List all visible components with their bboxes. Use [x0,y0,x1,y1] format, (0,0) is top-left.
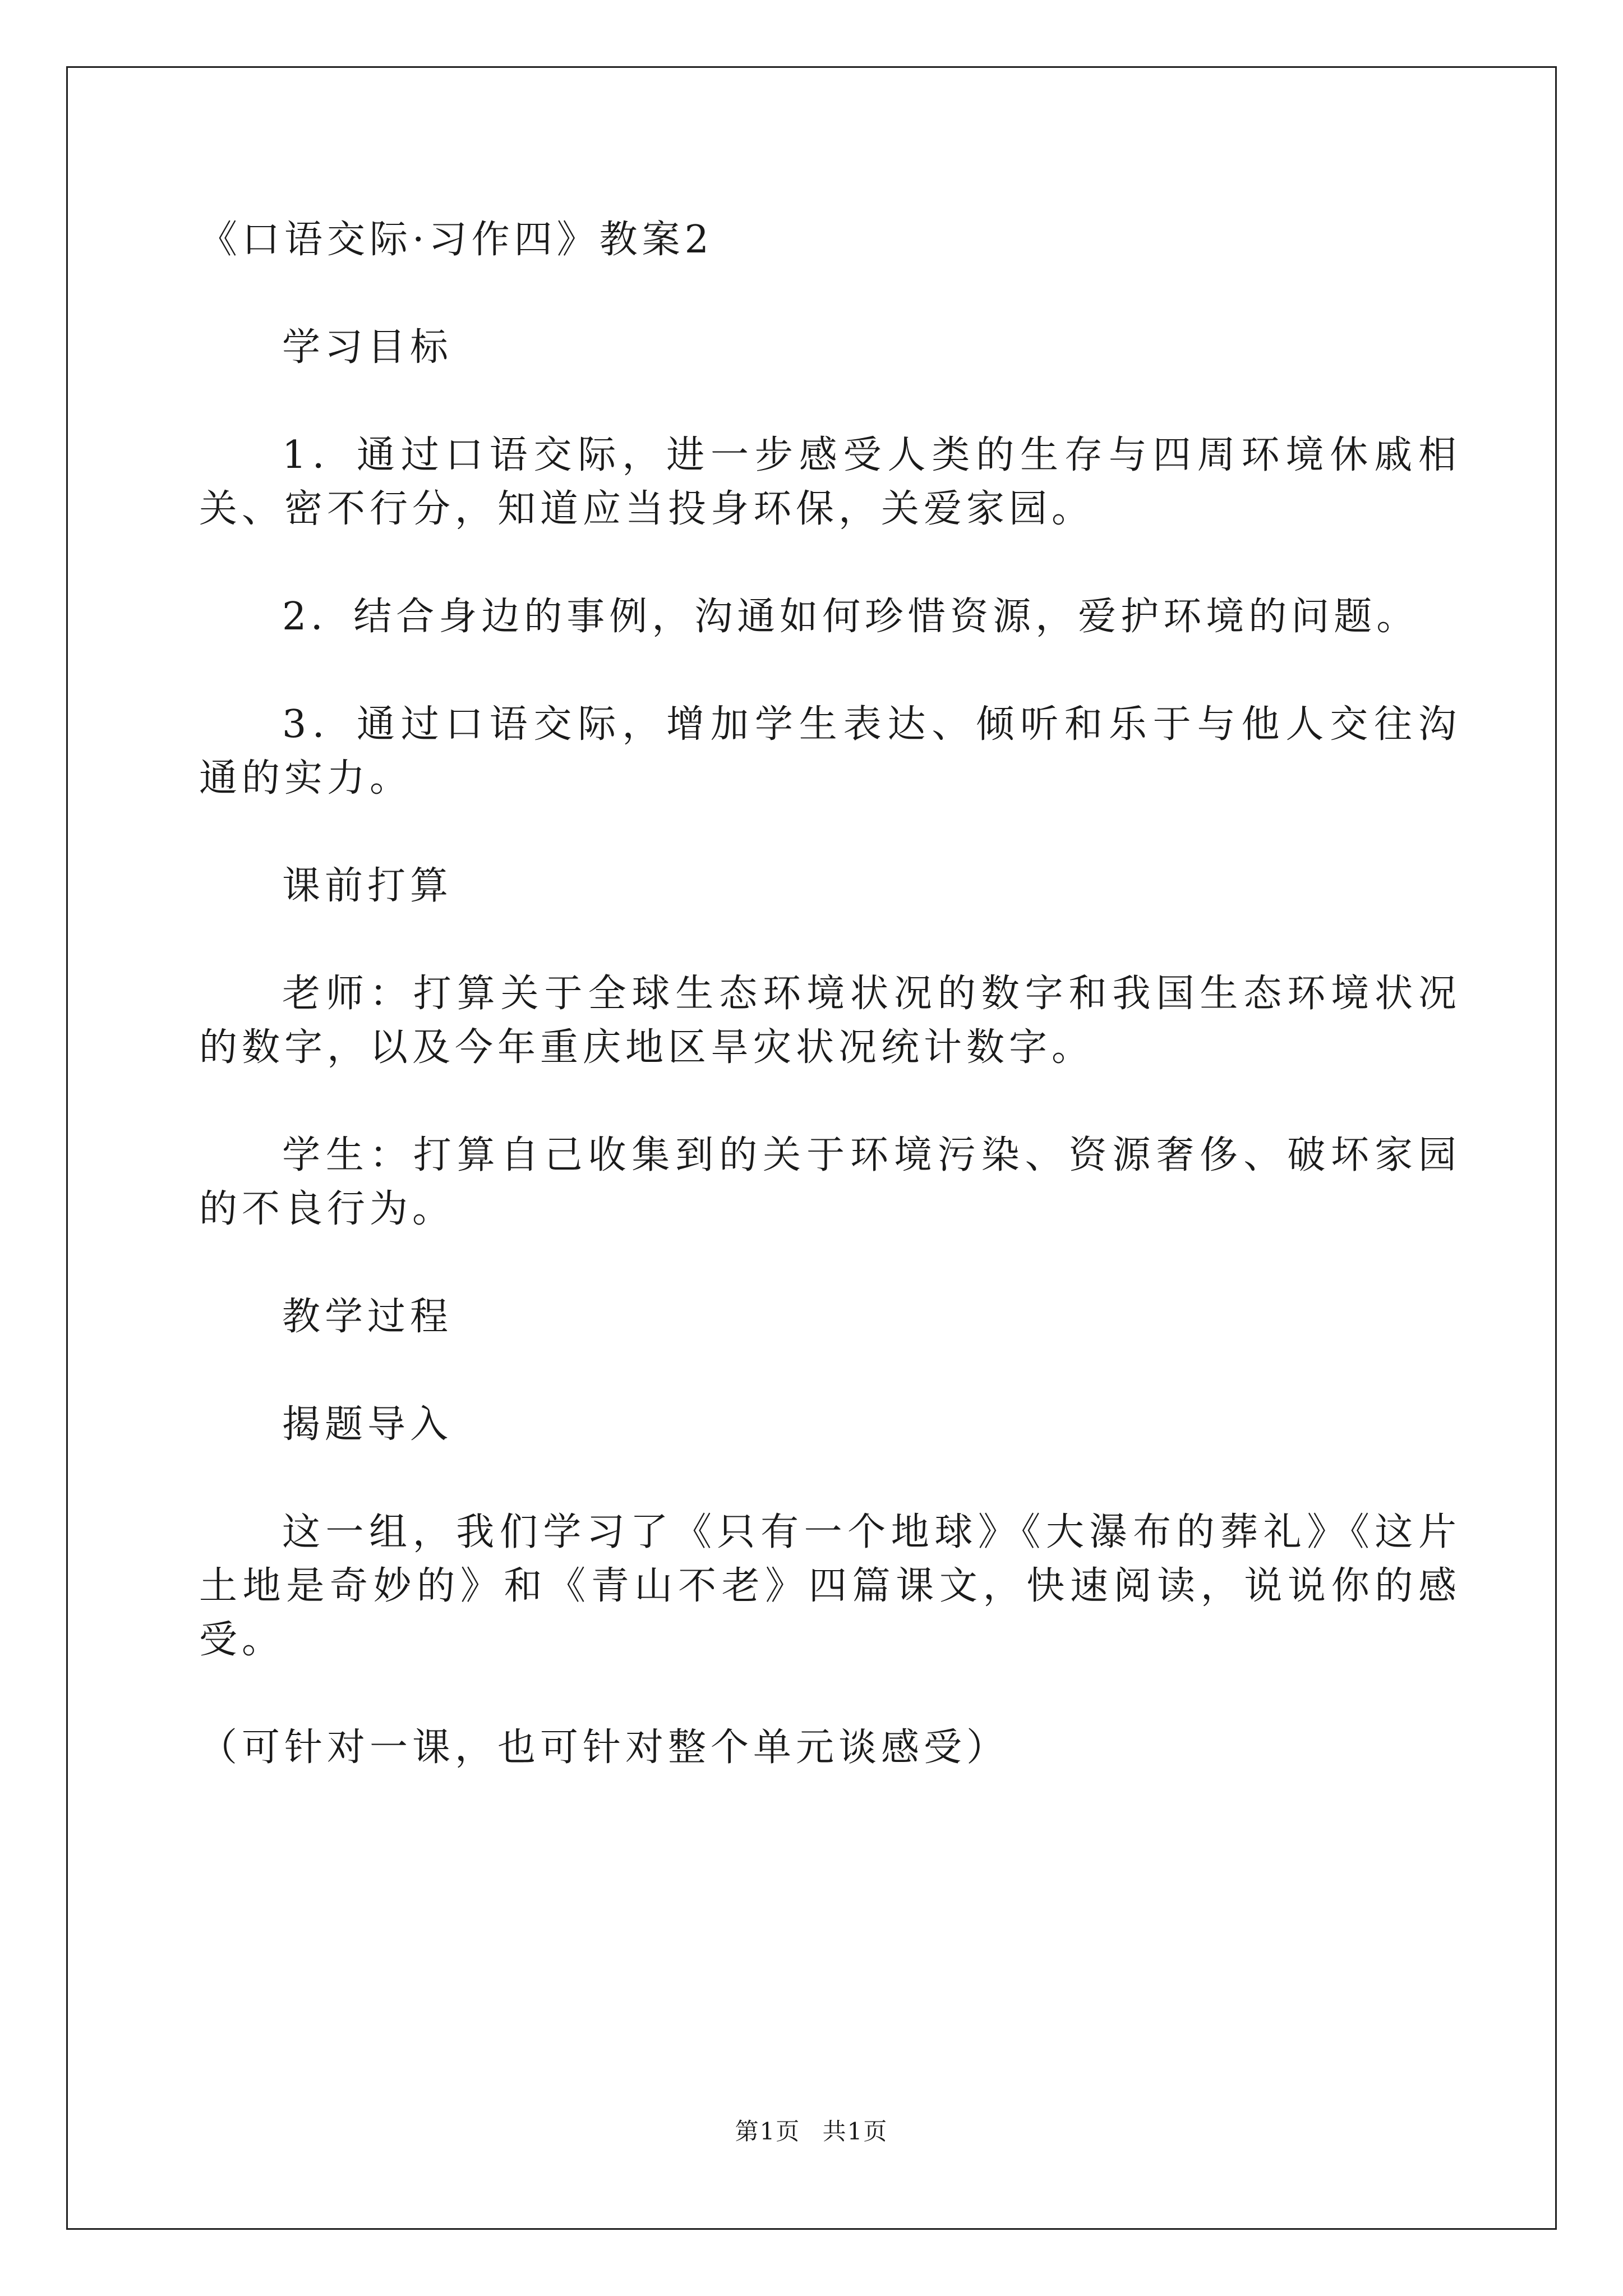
paragraph: 3．通过口语交际，增加学生表达、倾听和乐于与他人交往沟通的实力。 [199,702,1461,800]
section-heading: 教学过程 [282,1295,453,1339]
page-footer [0,2115,1623,2148]
paragraph: 学生：打算自己收集到的关于环境污染、资源奢侈、破坏家园的不良行为。 [199,1133,1461,1231]
page-total: 共1页 [822,2118,888,2145]
document-title: 《口语交际·习作四》教案2 [199,218,713,262]
paragraph: 1．通过口语交际，进一步感受人类的生存与四周环境休戚相关、密不行分，知道应当投身环保，关爱家园。 [199,433,1461,531]
paragraph: （可针对一课，也可针对整个单元谈感受） [199,1726,1009,1770]
paragraph: 老师：打算关于全球生态环境状况的数字和我国生态环境状况的数字，以及今年重庆地区旱灾状况统计数字。 [199,972,1461,1070]
document-body [199,213,1461,1829]
section-heading: 课前打算 [282,864,453,908]
paragraph: 2．结合身边的事例，沟通如何珍惜资源，爱护环境的问题。 [282,595,1419,639]
page-number: 第1页 [735,2118,801,2145]
section-heading: 揭题导入 [282,1402,453,1447]
section-heading: 学习目标 [282,325,453,370]
paragraph: 这一组，我们学习了《只有一个地球》《大瀑布的葬礼》《这片土地是奇妙的》和《青山不老》四篇课文，快速阅读，说说你的感受。 [199,1510,1461,1662]
